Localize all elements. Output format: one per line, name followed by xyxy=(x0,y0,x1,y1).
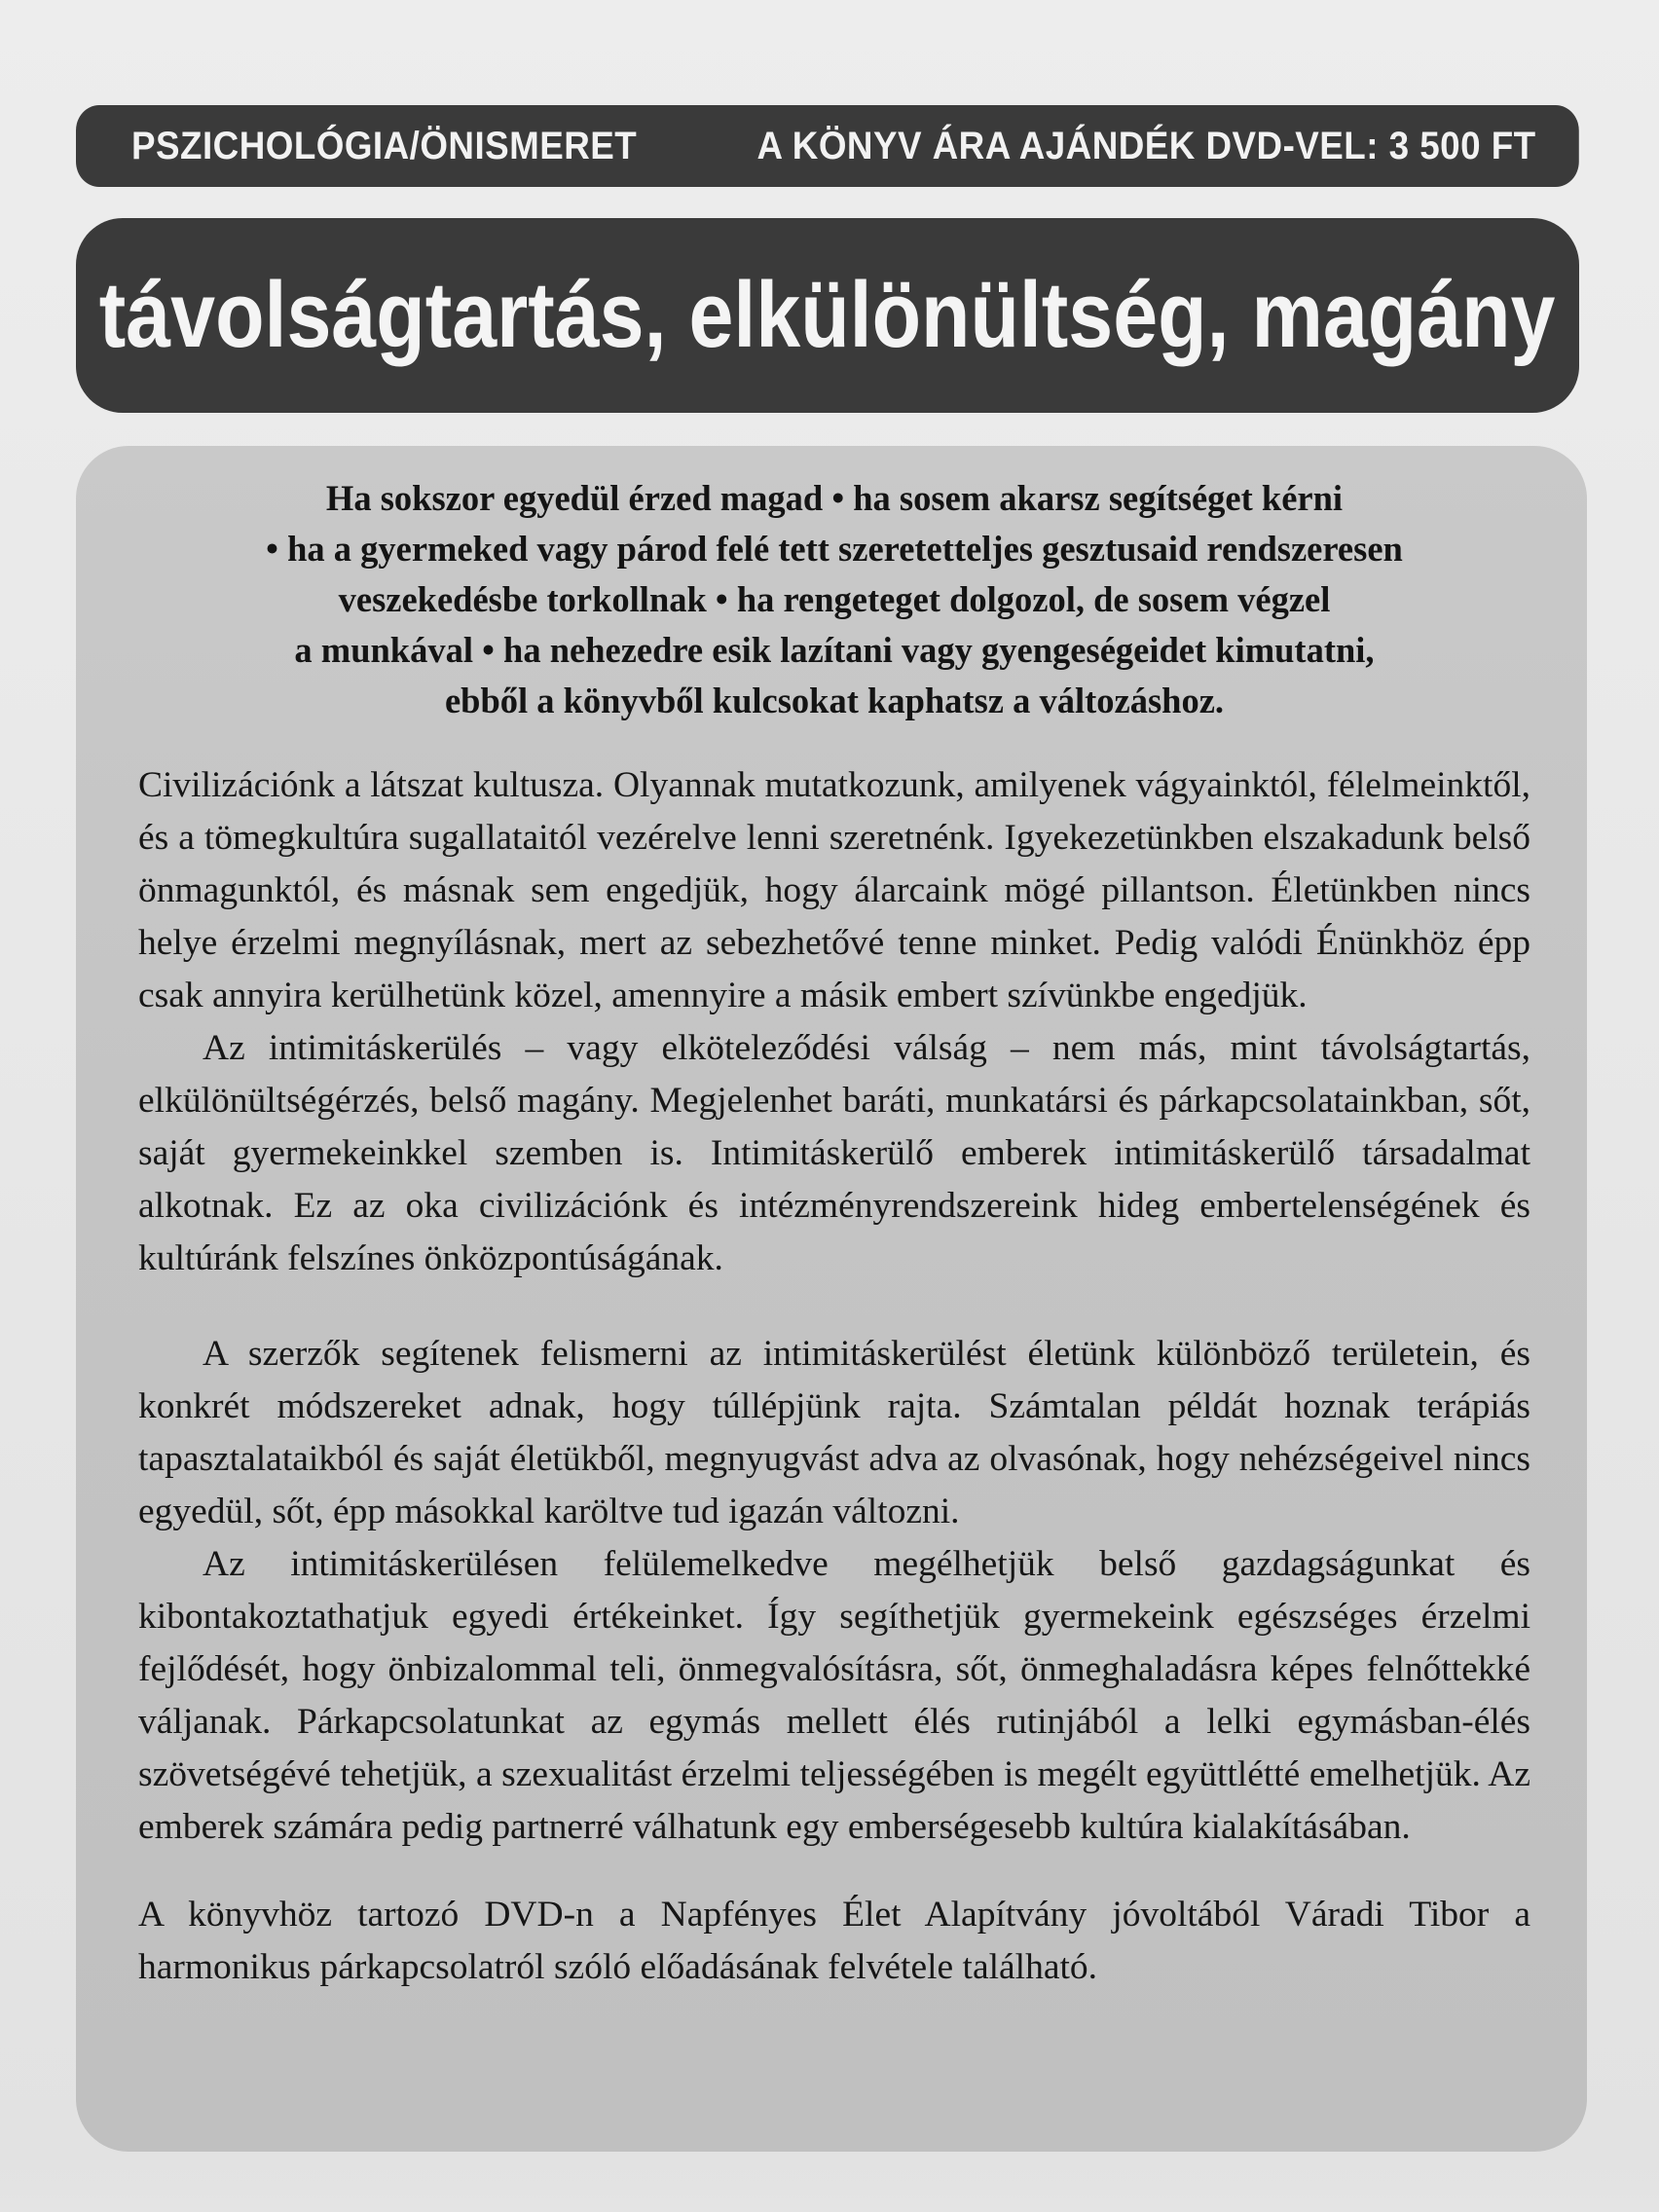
paragraph-benefits: Az intimitáskerülésen felülemelkedve megélhetjük belső gazdagságunkat és kibontakoztathatjuk egyedi értékeinket. Így segíthetjük gyermekeink egészséges érzelmi fejlődését, hogy önbizalommal teli, önmegvalósításra, sőt, önmeghaladásra képes felnőttekké váljanak. Párkapcsolatunkat az egymás mellett élés rutinjából a lelki egymásban-élés szövetségévé tehetjük, a szexualitást érzelmi teljességében is megélt együttlétté emelhetjük. Az emberek számára pedig partnerré válhatunk egy emberségesebb kultúra kialakításában. xyxy=(138,1544,1530,1847)
paragraph-gap xyxy=(138,1285,1530,1328)
intro-line: ebből a könyvből kulcsokat kaphatsz a változáshoz. xyxy=(444,681,1225,720)
dvd-note: A könyvhöz tartozó DVD-n a Napfényes Élet Alapítvány jóvoltából Váradi Tibor a harmonikus párkapcsolatról szóló előadásának felvétele található. xyxy=(138,1895,1530,1987)
bottom-edge xyxy=(0,2163,1659,2212)
price-label: A KÖNYV ÁRA AJÁNDÉK DVD-VEL: 3 500 FT xyxy=(756,124,1536,167)
intro-line: a munkával • ha nehezedre esik lazítani vagy gyengeségeidet kimutatni, xyxy=(294,630,1375,670)
intro-text xyxy=(138,473,1530,726)
intro-line: veszekedésbe torkollnak • ha rengeteget dolgozol, de sosem végzel xyxy=(338,579,1331,619)
intro-line: Ha sokszor egyedül érzed magad • ha sosem akarsz segítséget kérni xyxy=(325,478,1344,518)
paragraph-gap xyxy=(138,1854,1530,1889)
category-label: PSZICHOLÓGIA/ÖNISMERET xyxy=(131,124,638,167)
description-panel xyxy=(76,446,1587,2152)
paragraph-intimacy-avoidance: Az intimitáskerülés – vagy elköteleződési válság – nem más, mint távolságtartás, elkülönültségérzés, belső magány. Megjelenhet baráti, munkatársi és párkapcsolatainkban, sőt, saját gyermekeinkkel szemben is. Intimitáskerülő emberek intimitáskerülő társadalmat alkotnak. Ez az oka civilizációnk és intézményrendszereink hideg embertelenségének és kultúránk felszínes önközpontúságának. xyxy=(138,1028,1530,1278)
title-banner xyxy=(76,218,1579,413)
paragraph-authors: A szerzők segítenek felismerni az intimitáskerülést életünk különböző területein, és konkrét módszereket adnak, hogy túllépjünk rajta. Számtalan példát hoznak terápiás tapasztalataikból és saját életükből, megnyugvást adva az olvasónak, hogy nehézségeivel nincs egyedül, sőt, épp másokkal karöltve tud igazán változni. xyxy=(138,1334,1530,1531)
intro-line: • ha a gyermeked vagy párod felé tett szeretetteljes gesztusaid rendszeresen xyxy=(266,529,1403,569)
paragraph-civilization: Civilizációnk a látszat kultusza. Olyannak mutatkozunk, amilyenek vágyainktól, félelmeinktől, és a tömegkultúra sugallataitól vezérelve lenni szeretnénk. Igyekezetünkben elszakadunk belső önmagunktól, és másnak sem engedjük, hogy álarcaink mögé pillantson. Életünkben nincs helye érzelmi megnyílásnak, mert az sebezhetővé tenne minket. Pedig valódi Énünkhöz épp csak annyira kerülhetünk közel, amennyire a másik embert szívünkbe engedjük. xyxy=(138,765,1530,1015)
page-title: távolságtartás, elkülönültség, magány xyxy=(99,263,1556,367)
category-price-bar xyxy=(76,105,1579,187)
